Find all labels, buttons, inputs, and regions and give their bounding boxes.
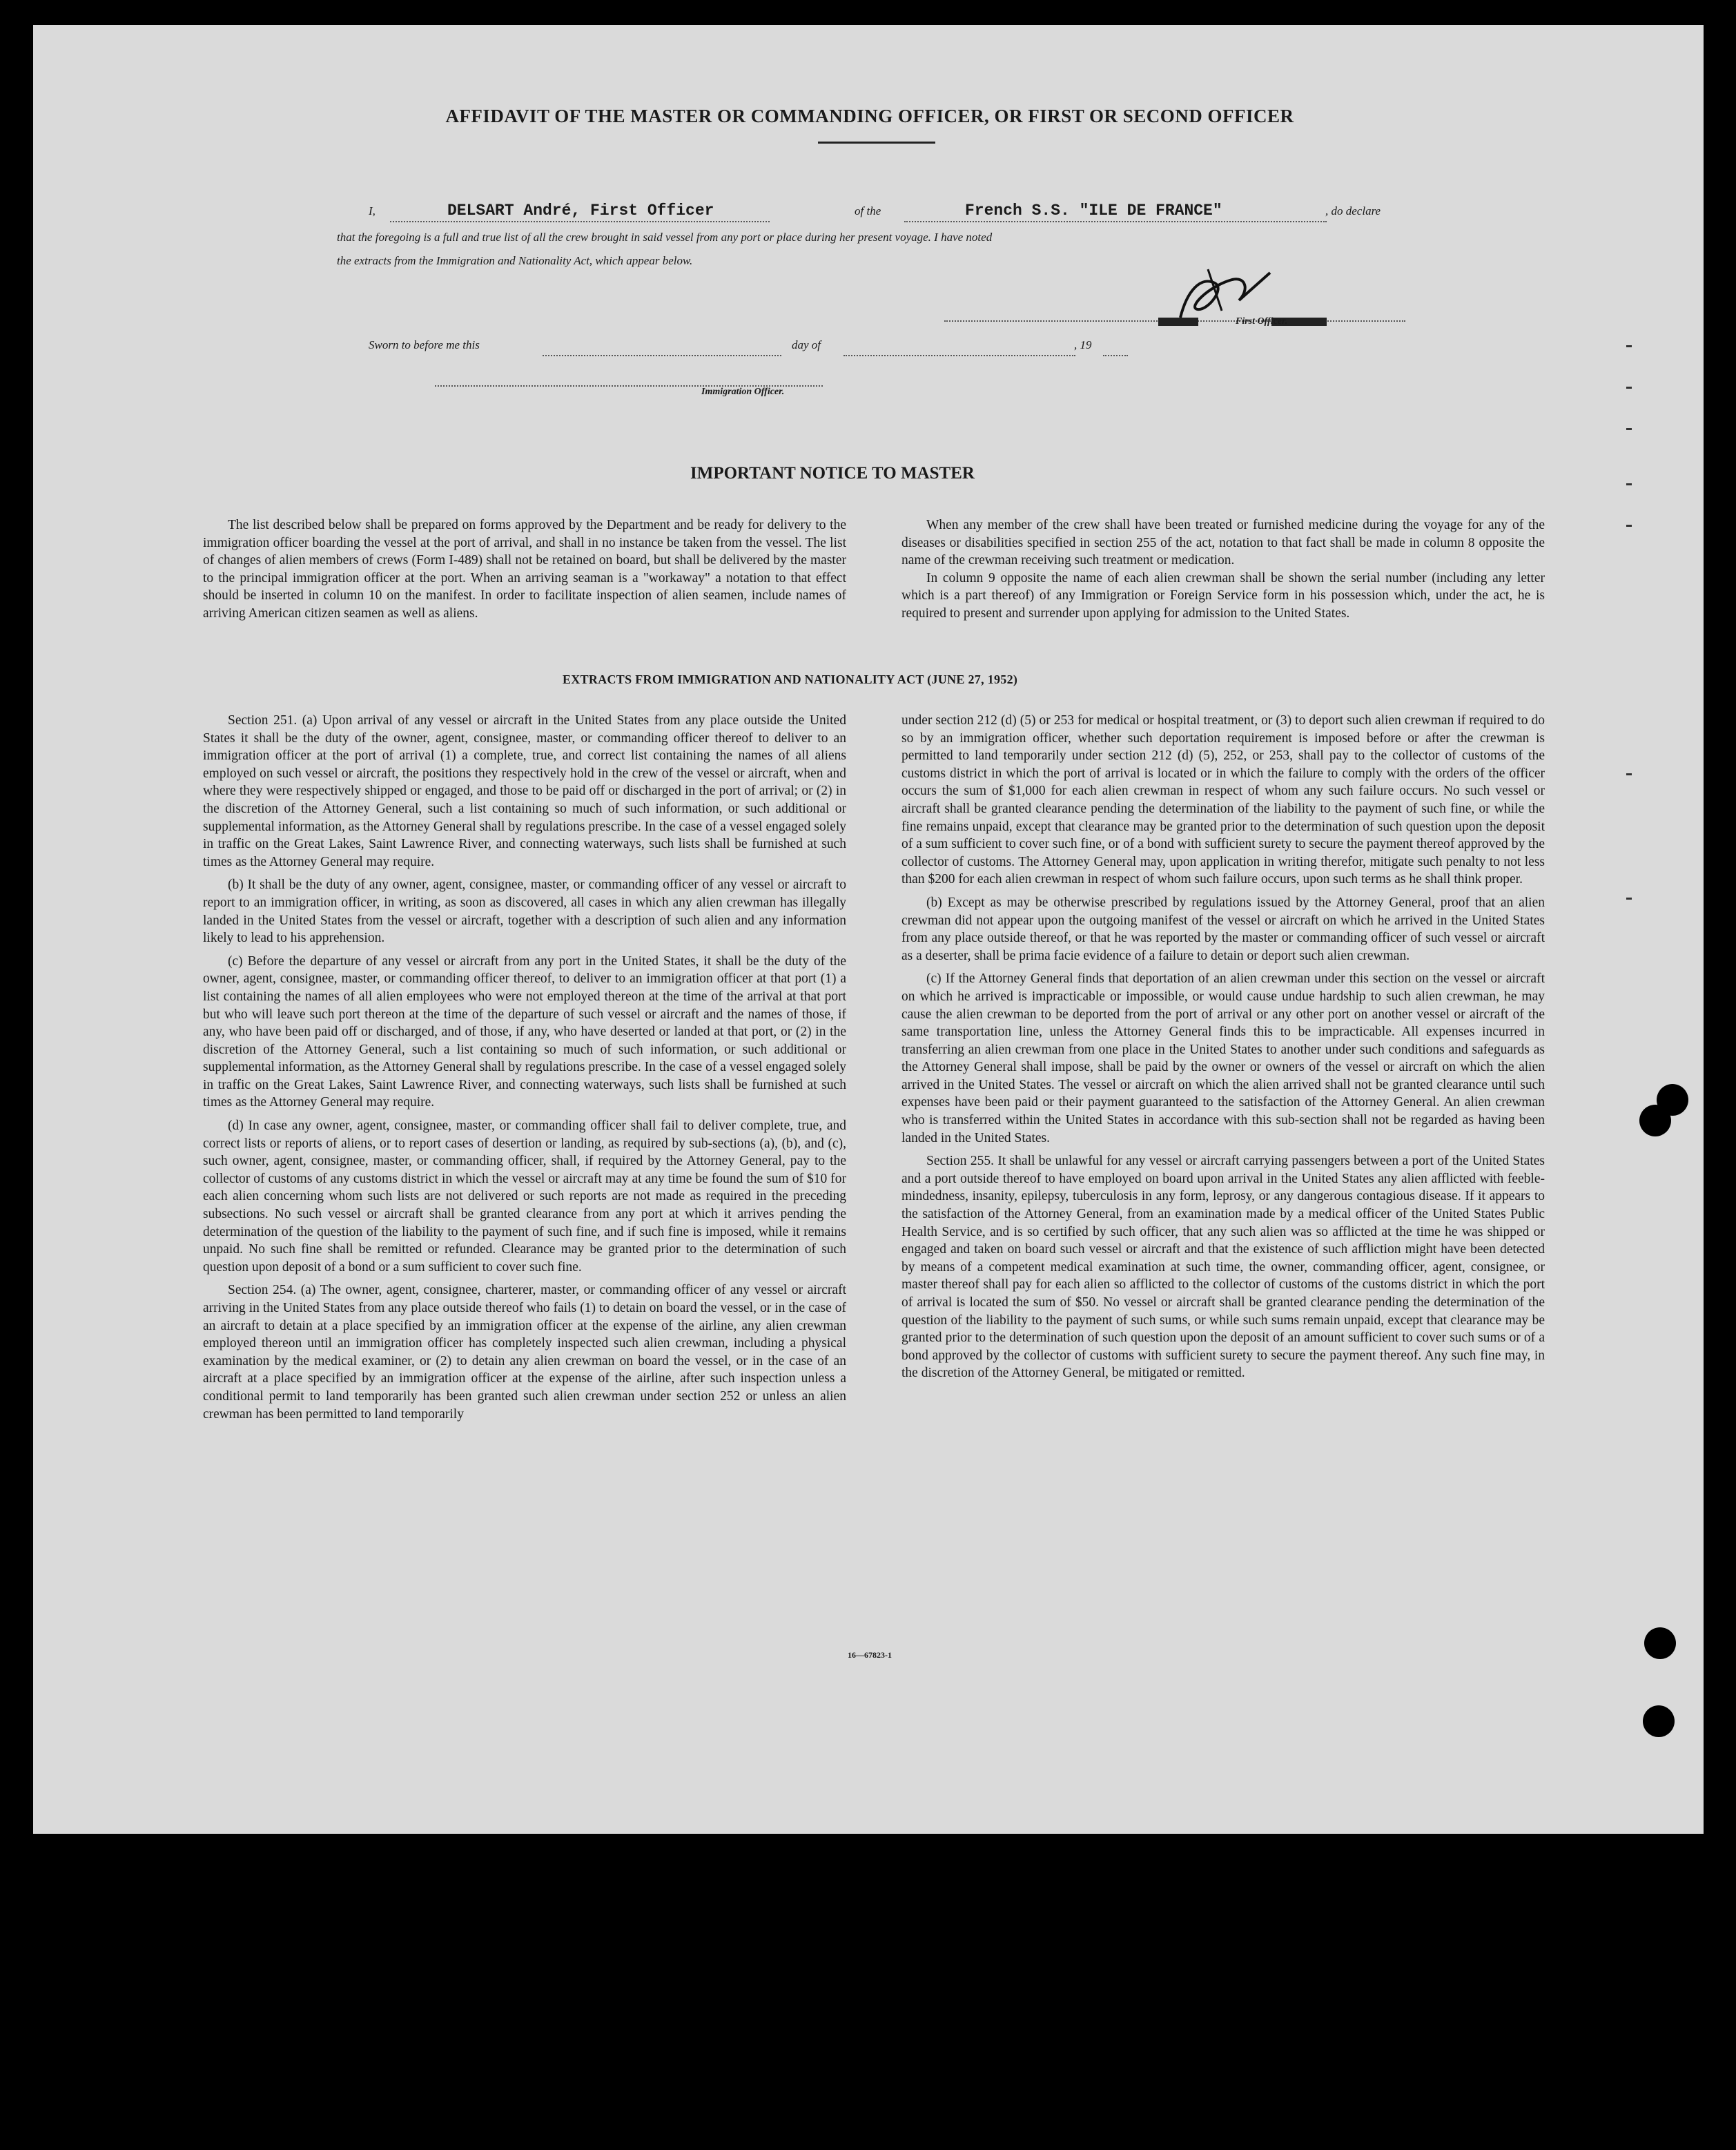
scan-mark <box>1626 898 1632 900</box>
notice-left-column <box>203 516 846 623</box>
declaration-line-3: the extracts from the Immigration and Nationality Act, which appear below. <box>337 254 693 267</box>
section-254b: (b) Except as may be otherwise prescribed by regulations issued by the Attorney General, proof that an alien crewman did not appear upon the outgoing manifest of the vessel or aircraft on which he arrived in the United States from any place outside thereof, or that he was reported by the master or commanding officer of such vessel or aircraft as a deserter, shall be prima facie evidence of a failure to detain or deport such alien crewman. <box>901 895 1545 963</box>
scan-mark <box>1626 525 1632 527</box>
affidavit-title: AFFIDAVIT OF THE MASTER OR COMMANDING OFFICER, OR FIRST OR SECOND OFFICER <box>445 106 1294 126</box>
sworn-year: , 19 <box>1074 338 1092 351</box>
sworn-day-line <box>543 342 781 356</box>
struck-text <box>1158 318 1198 326</box>
extracts-left-column <box>203 712 846 1423</box>
section-251c: (c) Before the departure of any vessel or aircraft from any port in the United States, it shall be the duty of the owner, agent, consignee, master, or commanding officer thereof, to deliver to an immigration officer at that port (1) a list containing the names of all alien employees who were not employed thereon at the time of the arrival at that port but who will leave such port thereon at the time of the departure of such vessel or aircraft and the names of those, if any, who have been paid off or discharged, and of those, if any, who have deserted or landed at that port, or (2) in the discretion of the Attorney General, such a list containing so much of such information, or such additional or supplemental information, as the Attorney General shall by regulations prescribe. In the case of a vessel engaged solely in traffic on the Great Lakes, Saint Lawrence River, and connecting waterways, such lists shall be furnished at such times as the Attorney General may require. <box>203 953 846 1110</box>
scan-mark <box>1626 345 1632 347</box>
scan-mark <box>1626 773 1632 775</box>
scan-mark <box>1626 428 1632 430</box>
punch-hole <box>1643 1705 1675 1737</box>
section-254a-continued: under section 212 (d) (5) or 253 for medical or hospital treatment, or (3) to deport such alien crewman if required to do so by an immigration officer, whether such deportation requirement is imposed before or after the crewman is permitted to land temporarily under section 212 (d) (5), 252, or 253, shall pay to the collector of customs of the customs district in which the port of arrival is located or in which the failure to comply with the orders of the officer occurs the sum of $1,000 for each alien crewman in respect of whom any such failure occurs. No such vessel or aircraft shall be granted clearance pending the determination of the liability to the payment of such fine, or while the fine remains unpaid, except that clearance may be granted prior to the determination of such question upon the deposit of a sum sufficient to cover such fine, or of a bond with sufficient surety to secure the payment thereof approved by the collector of customs. The Attorney General may, upon application in writing therefor, mitigate such penalty to not less than $200 for each alien crewman in respect of whom such failure occurs, upon such terms as he shall think proper. <box>901 713 1545 887</box>
vessel-name-typed: French S.S. "ILE DE FRANCE" <box>965 202 1222 220</box>
sworn-text: Sworn to before me this <box>369 338 480 351</box>
signature-caption: First Officer. <box>1236 316 1288 327</box>
form-number: 16—67823-1 <box>848 1650 892 1660</box>
notice-right-paragraph: In column 9 opposite the name of each alien crewman shall be shown the serial number (including any letter which is a part thereof) of any Immigration or Foreign Service form in his possession which, under the act, he is required to present and surrender upon applying for admission to the United States. <box>901 570 1545 621</box>
notice-right-column <box>901 516 1545 623</box>
section-254c: (c) If the Attorney General finds that deportation of an alien crewman under this section on the vessel or aircraft on which he arrived is impracticable or impossible, or would cause undue hardship to such alien crewman, he may cause the alien crewman to be deported from the port of arrival or any other port on another vessel or aircraft of the same transportation line, unless the Attorney General finds this to be impracticable. All expenses incurred in transferring an alien crewman from one place in the United States to another under such conditions and safeguards as the Attorney General shall impose, shall be paid by the owner or owners of the vessel or aircraft on which the alien arrived in the United States. The vessel or aircraft on which the alien arrived shall not be granted clearance until such expenses have been paid or their payment guaranteed to the satisfaction of the Attorney General. An alien crewman who is transferred within the United States in accordance with this sub-section shall not be regarded as having been landed in the United States. <box>901 971 1545 1145</box>
punch-hole <box>1644 1627 1676 1659</box>
scan-mark <box>1626 387 1632 389</box>
immigration-officer-line <box>435 373 823 387</box>
notice-left-paragraph: The list described below shall be prepared on forms approved by the Department and be ready for delivery to the immigration officer boarding the vessel at the port of arrival, and shall in no instance be taken from the vessel. The list of changes of alien members of crews (Form I-489) shall not be retained on board, but shall be delivered by the master to the principal immigration officer at the port. When an arriving seaman is a "workaway" a notation to that effect should be inserted in column 10 on the manifest. In order to facilitate inspection of alien seamen, include names of arriving American citizen seamen as well as aliens. <box>203 518 846 621</box>
notice-title: IMPORTANT NOTICE TO MASTER <box>690 464 975 483</box>
immigration-officer-caption: Immigration Officer. <box>701 387 785 397</box>
declaration-of-the: of the <box>855 204 881 217</box>
section-255: Section 255. It shall be unlawful for any vessel or aircraft carrying passengers between a port of the United States and a port outside thereof to have employed on board upon arrival in the United States any alien afflicted with feeble-mindedness, insanity, epilepsy, tuberculosis in any form, leprosy, or any dangerous contagious disease. If it appears to the satisfaction of the Attorney General, from an examination made by a medical officer of the United States Public Health Service, and is so certified by such officer, that any such alien was so afflicted at the time he was shipped or engaged and taken on board such vessel or aircraft and that the existence of such affliction might have been detected by means of a competent medical examination at such time, the owner, commanding officer, agent, consignee, or master thereof shall pay for each alien so afflicted to the collector of customs of the customs district in which the port of arrival is located the sum of $50. No vessel or aircraft shall be granted clearance pending the determination of the question of the liability to the payment of such sums, or while such sums remain unpaid, except that clearance may be granted prior to the determination of such question upon the deposit of an amount sufficient to cover such sums or of a bond approved by the collector of customs with sufficient surety to secure the payment thereof. Any such fine may, in the discretion of the Attorney General, be mitigated or remitted. <box>901 1154 1545 1381</box>
section-251a: Section 251. (a) Upon arrival of any vessel or aircraft in the United States from any place outside the United States it shall be the duty of the owner, agent, consignee, master, or commanding officer thereof to deliver to an immigration officer at the port of arrival (1) a complete, true, and correct list containing the names of all aliens employed on such vessel or aircraft, the positions they respectively hold in the crew of the vessel or aircraft, when and where they were respectively shipped or engaged, and those to be paid off or discharged in the port of arrival; or (2) in the discretion of the Attorney General, such a list containing so much of such information, or such additional or supplemental information, as the Attorney General shall by regulations prescribe. In the case of a vessel engaged solely in traffic on the Great Lakes, Saint Lawrence River, and connecting waterways, such lists shall be furnished at such times as the Attorney General may require. <box>203 713 846 869</box>
sworn-year-line <box>1103 342 1128 356</box>
declaration-i: I, <box>369 204 376 217</box>
sworn-day-of: day of <box>792 338 821 351</box>
officer-name-typed: DELSART André, First Officer <box>447 202 714 220</box>
punch-hole <box>1639 1105 1671 1136</box>
notice-right-paragraph: When any member of the crew shall have been treated or furnished medicine during the voyage for any of the diseases or disabilities specified in section 255 of the act, notation to that fact shall be made in column 8 opposite the name of the crewman receiving such treatment or medication. <box>901 518 1545 568</box>
scan-mark <box>1626 483 1632 485</box>
section-251b: (b) It shall be the duty of any owner, agent, consignee, master, or commanding officer of any vessel or aircraft to report to an immigration officer, in writing, as soon as discovered, all cases in which any alien crewman has illegally landed in the United States from the vessel or aircraft, together with a description of such alien and any information likely to lead to his apprehension. <box>203 878 846 946</box>
section-251d: (d) In case any owner, agent, consignee, master, or commanding officer shall fail to deliver complete, true, and correct lists or reports of aliens, or to report cases of desertion or landing, as required by sub-sections (a), (b), and (c), such owner, agent, consignee, master, or commanding officer, shall, if required by the Attorney General, pay to the collector of customs of any customs district in which the vessel or aircraft may at any time be found the sum of $10 for each alien concerning whom such lists are not delivered or such reports are not made as required in the preceding subsections. No such vessel or aircraft shall be granted clearance from any port at which it arrives pending the determination of the question of the liability to the payment of such fine, and if such fine is imposed, while it remains unpaid. No such fine shall be remitted or refunded. Clearance may be granted prior to the determination of such question upon deposit of a bond or a sum sufficient to cover such fine. <box>203 1118 846 1275</box>
section-254a: Section 254. (a) The owner, agent, consignee, charterer, master, or commanding officer of any vessel or aircraft arriving in the United States from any place outside thereof who fails (1) to detain on board the vessel, or in the case of an aircraft to detain at a place specified by an immigration officer at the expense of the airline, any alien crewman employed thereon until an immigration officer has completely inspected such alien crewman, including a physical examination by the medical examiner, or (2) to detain any alien crewman on board the vessel, or in the case of an aircraft at a place specified by an immigration officer at the expense of the airline, after such inspection unless a conditional permit to land temporarily has been granted such alien crewman under section 252 or unless an alien crewman has been permitted to land temporarily <box>203 1283 846 1422</box>
extracts-right-column <box>901 712 1545 1382</box>
title-divider <box>818 142 935 144</box>
extracts-title: EXTRACTS FROM IMMIGRATION AND NATIONALITY ACT (JUNE 27, 1952) <box>563 672 1018 686</box>
sworn-month-line <box>843 342 1075 356</box>
declaration-do-declare: , do declare <box>1325 204 1381 217</box>
declaration-line-2: that the foregoing is a full and true list of all the crew brought in said vessel from any port or place during her present voyage. I have noted <box>337 231 993 244</box>
